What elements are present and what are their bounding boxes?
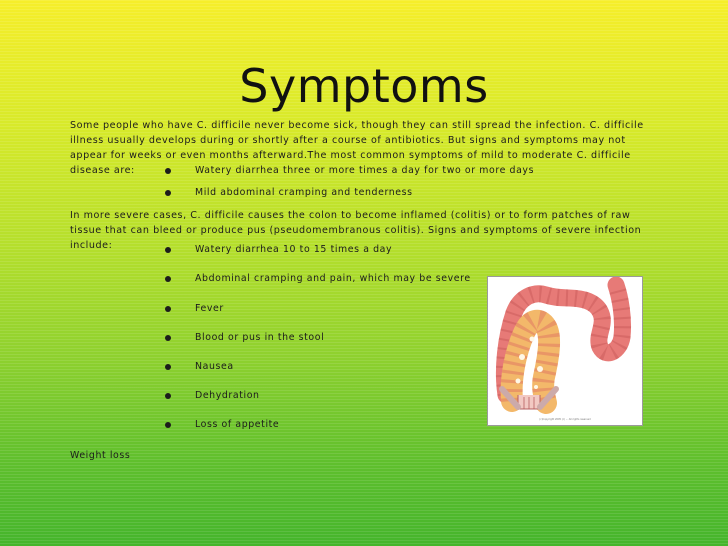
bullet-dot-icon: [165, 393, 171, 399]
bullet-dot-icon: [165, 306, 171, 312]
bullet-dot-icon: [165, 247, 171, 253]
intro-paragraph: Some people who have C. difficile never become sick, though they can still spread the infection. C. difficile illness usually develops during or shortly after a course of antibiotics. But signs and symptoms may not appear for weeks or even months afterward.The most common symptoms of mild to moderate C. difficile disease are:: [70, 120, 644, 176]
bullet-dot-icon: [165, 190, 171, 196]
severe-symptom-text: Watery diarrhea 10 to 15 times a day: [195, 244, 393, 255]
colon-icon: [488, 277, 642, 425]
severe-symptom-text: Fever: [195, 303, 224, 314]
mild-symptom-text: Mild abdominal cramping and tenderness: [195, 187, 413, 198]
severe-symptom-text: Nausea: [195, 361, 234, 372]
severe-symptom-text: Loss of appetite: [195, 419, 280, 430]
severe-intro-paragraph: In more severe cases, C. difficile causes the colon to become inflamed (colitis) or to form patches of raw tissue that can bleed or produce pus (pseudomembranous colitis). Signs and symptoms of severe infection include:: [70, 210, 642, 251]
slide-title: Symptoms: [239, 59, 489, 113]
severe-symptom-text: Blood or pus in the stool: [195, 332, 325, 343]
bullet-dot-icon: [165, 364, 171, 370]
severe-symptom-text: Dehydration: [195, 390, 260, 401]
severe-symptom-text: Abdominal cramping and pain, which may be severe: [195, 273, 471, 284]
mild-symptom-text: Watery diarrhea three or more times a day for two or more days: [195, 165, 535, 176]
bullet-dot-icon: [165, 276, 171, 282]
bullet-dot-icon: [165, 422, 171, 428]
figure-caption: (c)Copyright 2005 (c) ... All rights reserved: [539, 418, 591, 421]
bullet-dot-icon: [165, 168, 171, 174]
bullet-dot-icon: [165, 335, 171, 341]
colon-illustration: [487, 276, 643, 426]
weight-loss-text: Weight loss: [70, 450, 131, 461]
